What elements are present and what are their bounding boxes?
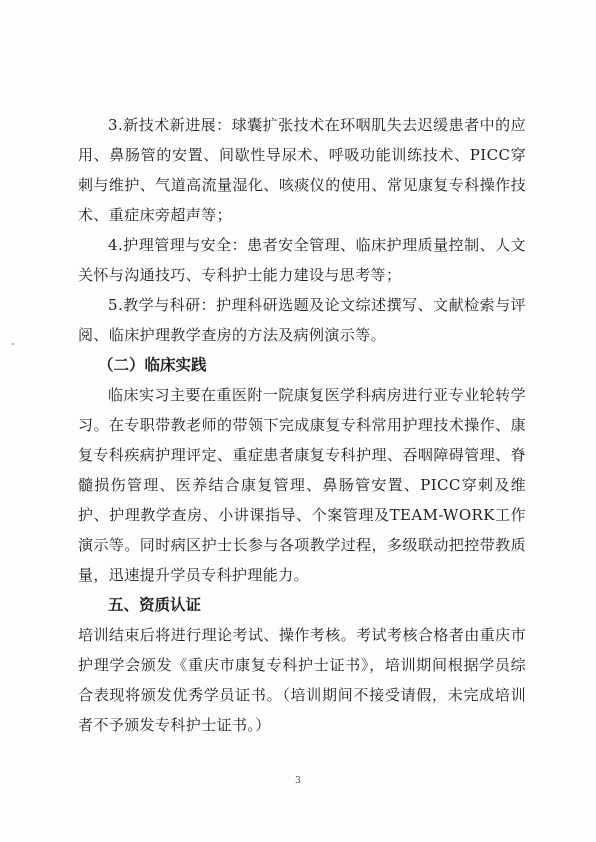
paragraph-teaching-research: 5.教学与科研：护理科研选题及论文综述撰写、文献检索与评阅、临床护理教学查房的方法及病例演示等。 bbox=[78, 296, 526, 344]
paragraph-nursing-management: 4.护理管理与安全：患者安全管理、临床护理质量控制、人文关怀与沟通技巧、专科护士能力建设与思考等； bbox=[78, 236, 526, 284]
heading-qualification: 五、资质认证 bbox=[108, 596, 202, 614]
paragraph-clinical-practice: 临床实习主要在重医附一院康复医学科病房进行亚专业轮转学习。在专职带教老师的带领下完成康复专科常用护理技术操作、康复专科疾病护理评定、重症患者康复专科护理、吞咽障碍管理、脊髓损伤管理、医养结合康复管理、鼻肠管安置、PICC穿刺及维护、护理教学查房、小讲课指导、个案管理及TEAM-WORK工作演示等。同时病区护士长参与各项教学过程，多级联动把控带教质量，迅速提升学员专科护理能力。 bbox=[78, 386, 526, 584]
page-number: 3 bbox=[295, 776, 301, 786]
paragraph-new-technology: 3.新技术新进展：球囊扩张技术在环咽肌失去迟缓患者中的应用、鼻肠管的安置、间歇性导尿术、呼吸功能训练技术、PICC穿刺与维护、气道高流量湿化、咳痰仪的使用、常见康复专科操作技术、重症床旁超声等； bbox=[78, 116, 526, 224]
heading-clinical-practice: （二）临床实践 bbox=[98, 356, 207, 374]
scan-speck bbox=[12, 343, 14, 345]
page-content bbox=[78, 110, 526, 740]
paragraph-qualification: 培训结束后将进行理论考试、操作考核。考试考核合格者由重庆市护理学会颁发《重庆市康复专科护士证书》，培训期间根据学员综合表现将颁发优秀学员证书。（培训期间不接受请假，未完成培训者不予颁发专科护士证书。） bbox=[78, 626, 526, 734]
